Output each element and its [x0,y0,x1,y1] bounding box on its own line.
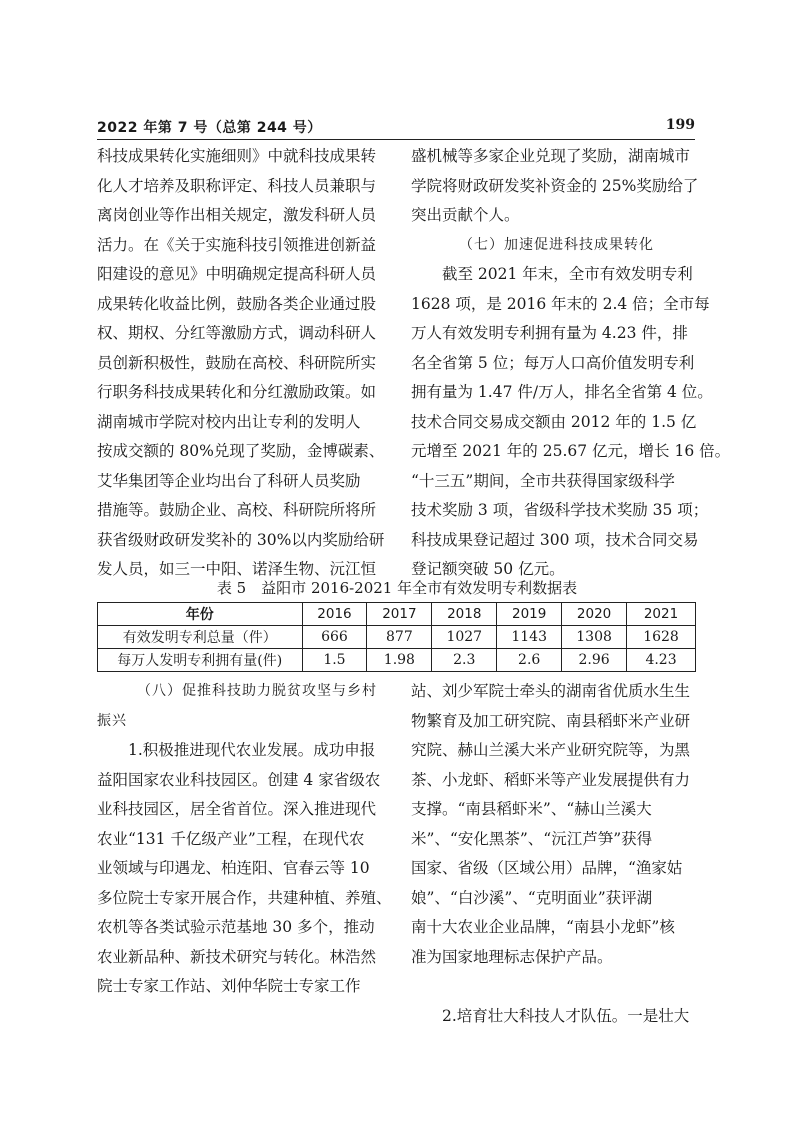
text-line: 化人才培养及职称评定、科技人员兼职与 [97,176,377,195]
table-cell: 2.6 [497,649,562,672]
right-column-top [411,142,731,585]
text-line: 业科技园区，居全省首位。深入推进现代 [97,800,377,818]
text-line: 2.培育壮大科技人才队伍。一是壮大 [411,1006,690,1025]
text-line: 农业新品种、新技术研究与转化。林浩然 [97,947,377,966]
text-line: 农机等各类试验示范基地 30 多个，推动 [97,918,375,936]
text-line: 准为国家地理标志保护产品。 [411,947,613,966]
text-line: 多位院士专家开展合作，共建种植、养殖、 [97,888,392,907]
text-line: 获省级财政研发奖补的 30%以内奖励给研 [97,530,385,549]
section-seven-heading: （七）加速促进科技成果转化 [459,236,654,253]
table-header-cell: 年份 [98,603,303,626]
text-line: 物繁育及加工研究院、南县稻虾米产业研 [411,711,691,730]
table-cell: 1.5 [302,649,367,672]
left-column-bottom [97,677,392,1002]
text-line: 技术奖励 3 项，省级科学技术奖励 35 项； [411,501,709,519]
text-line: 万人有效发明专利拥有量为 4.23 件，排 [411,324,688,342]
text-line: 活力。在《关于实施科技引领推进创新益 [97,235,377,254]
table-header-cell: 2018 [432,603,497,626]
section-eight-heading-continued: 振兴 [97,712,127,729]
text-line: 益阳国家农业科技园区。创建 4 家省级农 [97,770,381,789]
text-line: 名全省第 5 位；每万人口高价值发明专利 [411,353,695,372]
table-cell: 4.23 [627,649,696,672]
page-header [97,117,695,140]
text-line: 1.积极推进现代农业发展。成功申报 [97,741,376,759]
patent-data-table [97,602,696,672]
right-column-bottom [411,677,697,1031]
table-cell: 1308 [562,626,627,649]
text-line: 阳建设的意见》中明确规定提高科研人员 [97,265,377,283]
table-row [98,649,696,672]
text-line: 艾华集团等企业均出台了科研人员奖励 [97,471,361,490]
issue-label: 2022 年第 7 号（总第 244 号） [97,120,322,136]
table-row [98,626,696,649]
table-row-label: 有效发明专利总量（件） [98,626,303,649]
table-cell: 2.3 [432,649,497,672]
text-line: 突出贡献个人。 [411,206,520,224]
text-line: 科技成果转化实施细则》中就科技成果转 [97,147,377,165]
text-line: 娘”、“白沙溪”、“克明面业”获评湖 [411,888,653,907]
table-cell: 1628 [627,626,696,649]
table-cell: 877 [367,626,432,649]
text-line: 茶、小龙虾、稻虾米等产业发展提供有力 [411,770,691,789]
table-header-cell: 2021 [627,603,696,626]
table-cell: 666 [302,626,367,649]
table-cell: 1.98 [367,649,432,672]
text-line: 湖南城市学院对校内出让专利的发明人 [97,412,361,431]
text-line: 站、刘少军院士牵头的湖南省优质水生生 [411,682,691,700]
text-line: 盛机械等多家企业兑现了奖励，湖南城市 [411,147,691,165]
text-line: 米”、“安化黑茶”、“沅江芦笋”获得 [411,829,653,848]
table-header-row [98,603,696,626]
text-line: 国家、省级（区域公用）品牌，“渔家姑 [411,859,683,877]
text-line: 离岗创业等作出相关规定，激发科研人员 [97,206,377,224]
table-header-cell: 2019 [497,603,562,626]
text-line: 拥有量为 1.47 件/万人，排名全省第 4 位。 [411,383,713,401]
table-header-cell: 2017 [367,603,432,626]
text-line: 元增至 2021 年的 25.67 亿元，增长 16 倍。 [411,442,731,460]
text-line: 登记额突破 50 亿元。 [411,560,565,578]
text-line: 1628 项，是 2016 年末的 2.4 倍；全市每 [411,294,710,313]
text-line: 按成交额的 80%兑现了奖励，金博碳素、 [97,442,385,460]
text-line: 农业“131 千亿级产业”工程，在现代农 [97,829,365,848]
text-line: 员创新积极性，鼓励在高校、科研院所实 [97,353,377,372]
text-line: 技术合同交易成交额由 2012 年的 1.5 亿 [411,412,697,431]
text-line: 行职务科技成果转化和分红激励政策。如 [97,383,377,401]
table-cell: 1143 [497,626,562,649]
text-line: 南十大农业企业品牌，“南县小龙虾”核 [411,918,675,936]
text-line: 业领域与印遇龙、柏连阳、官春云等 10 [97,859,370,877]
text-line: 截至 2021 年末，全市有效发明专利 [411,265,693,283]
table-header-cell: 2016 [302,603,367,626]
text-line: 成果转化收益比例，鼓励各类企业通过股 [97,294,377,313]
section-eight-heading: （八）促推科技助力脱贫攻坚与乡村 [137,683,377,699]
blank-line [411,972,697,1002]
text-line: 支撑。“南县稻虾米”、“赫山兰溪大 [411,800,652,818]
text-line: 权、期权、分红等激励方式，调动科研人 [97,324,377,342]
text-line: 措施等。鼓励企业、高校、科研院所将所 [97,501,377,519]
text-line: 究院、赫山兰溪大米产业研究院等，为黑 [411,741,691,759]
text-line: 学院将财政研发奖补资金的 25%奖励给了 [411,176,699,195]
table-header-cell: 2020 [562,603,627,626]
text-line: 科技成果登记超过 300 项，技术合同交易 [411,530,699,549]
page-number: 199 [665,117,695,133]
text-line: “十三五”期间，全市共获得国家级科学 [411,471,675,490]
table-row-label: 每万人发明专利拥有量(件) [98,649,303,672]
text-line: 发人员，如三一中阳、诺泽生物、沅江恒 [97,560,377,578]
text-line: 院士专家工作站、刘仲华院士专家工作 [97,977,361,995]
left-column-top [97,142,383,585]
table-cell: 2.96 [562,649,627,672]
table-caption: 表 5 益阳市 2016-2021 年全市有效发明专利数据表 [216,579,578,597]
table-cell: 1027 [432,626,497,649]
